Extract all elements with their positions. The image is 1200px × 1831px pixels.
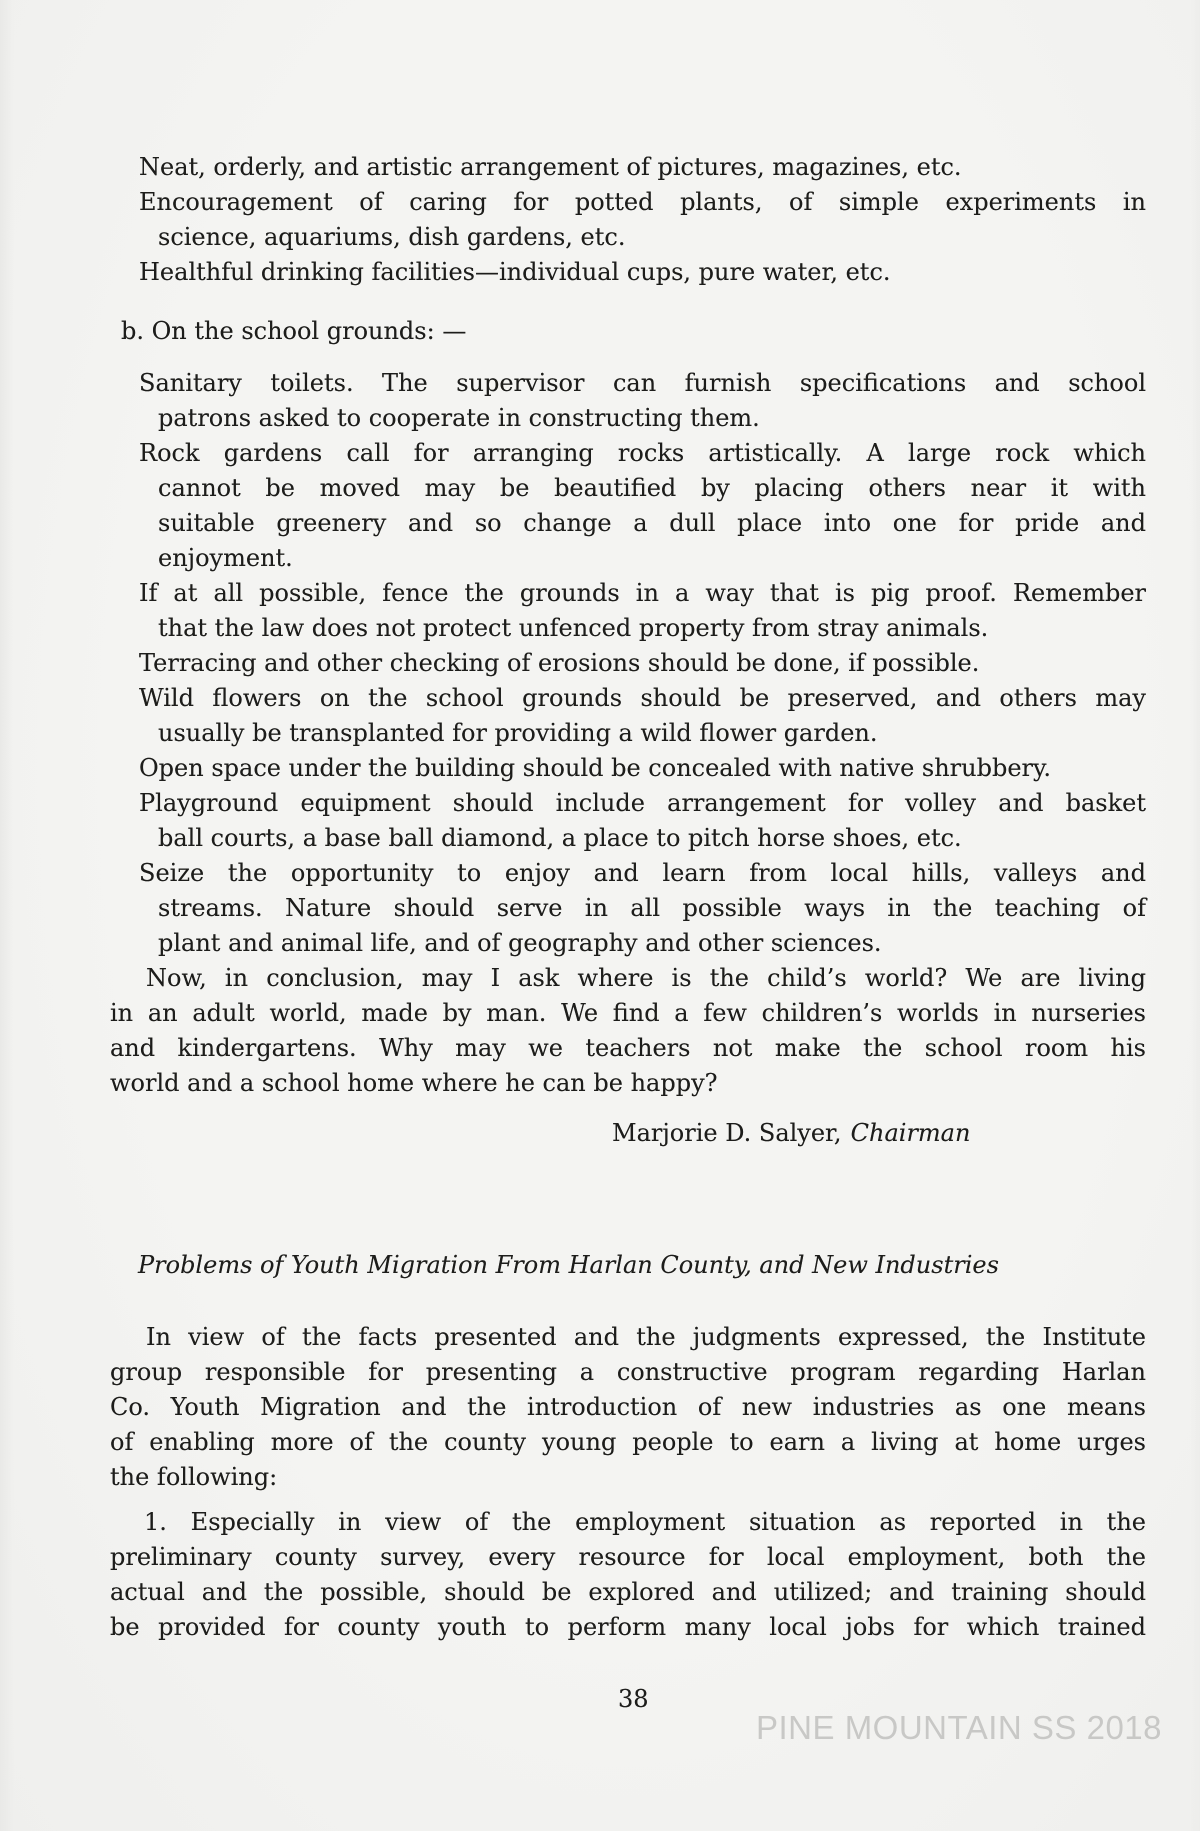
text-line: actual and the possible, should be explored and utilized; and training should [110, 1578, 1146, 1606]
section-heading: Problems of Youth Migration From Harlan County, and New Industries [138, 1251, 999, 1279]
text-line: be provided for county youth to perform many local jobs for which trained [110, 1613, 1146, 1641]
text-line: Healthful drinking facilities—individual cups, pure water, etc. [139, 258, 891, 286]
text-line: Sanitary toilets. The supervisor can furnish specifications and school [139, 369, 1146, 397]
section-heading-block [110, 1248, 1146, 1283]
text-line: streams. Nature should serve in all possible ways in the teaching of [158, 894, 1146, 922]
section-a-items [110, 150, 1146, 290]
page-number: 38 [618, 1685, 649, 1713]
text-line: suitable greenery and so change a dull place into one for pride and [158, 509, 1146, 537]
program-item-1-paragraph [110, 1505, 1146, 1645]
program-intro-paragraph [110, 1320, 1146, 1495]
text-line: Neat, orderly, and artistic arrangement of pictures, magazines, etc. [139, 153, 962, 181]
signature-title: Chairman [850, 1119, 971, 1147]
conclusion-paragraph [110, 961, 1146, 1101]
signature-line [612, 1116, 970, 1151]
text-line: in an adult world, made by man. We find a few children’s worlds in nurseries [110, 999, 1146, 1027]
text-line: Co. Youth Migration and the introduction of new industries as one means [110, 1393, 1146, 1421]
text-line: 1. Especially in view of the employment situation as reported in the [144, 1508, 1146, 1536]
text-line: the following: [110, 1463, 278, 1491]
text-line: Rock gardens call for arranging rocks artistically. A large rock which [139, 439, 1146, 467]
text-line: that the law does not protect unfenced property from stray animals. [158, 614, 989, 642]
text-line: Encouragement of caring for potted plants, of simple experiments in [139, 188, 1146, 216]
text-line: of enabling more of the county young people to earn a living at home urges [110, 1428, 1146, 1456]
watermark-text: PINE MOUNTAIN SS 2018 [756, 1709, 1163, 1746]
text-line: If at all possible, fence the grounds in a way that is pig proof. Remember [139, 579, 1146, 607]
text-line: cannot be moved may be beautified by placing others near it with [158, 474, 1146, 502]
text-line: In view of the facts presented and the judgments expressed, the Institute [146, 1323, 1146, 1351]
text-line: patrons asked to cooperate in constructing them. [158, 404, 760, 432]
text-line: science, aquariums, dish gardens, etc. [158, 223, 626, 251]
signature-name: Marjorie D. Salyer, [612, 1119, 842, 1147]
section-b-heading [110, 314, 1146, 349]
text-line: enjoyment. [158, 544, 293, 572]
text-line: Playground equipment should include arrangement for volley and basket [139, 789, 1146, 817]
text-line: Seize the opportunity to enjoy and learn from local hills, valleys and [139, 859, 1146, 887]
section-label: b. On the school grounds: — [121, 317, 467, 345]
text-line: Wild flowers on the school grounds should be preserved, and others may [139, 684, 1146, 712]
text-line: plant and animal life, and of geography and other sciences. [158, 929, 882, 957]
text-line: Open space under the building should be concealed with native shrubbery. [139, 754, 1052, 782]
text-line: world and a school home where he can be happy? [110, 1069, 718, 1097]
text-line: Terracing and other checking of erosions should be done, if possible. [139, 649, 980, 677]
text-line: ball courts, a base ball diamond, a place to pitch horse shoes, etc. [158, 824, 962, 852]
text-line: Now, in conclusion, may I ask where is the child’s world? We are living [146, 964, 1146, 992]
text-line: preliminary county survey, every resource for local employment, both the [110, 1543, 1146, 1571]
text-line: usually be transplanted for providing a wild flower garden. [158, 719, 878, 747]
section-b-items [110, 366, 1146, 961]
text-line: group responsible for presenting a constructive program regarding Harlan [110, 1358, 1146, 1386]
text-line: and kindergartens. Why may we teachers not make the school room his [110, 1034, 1146, 1062]
